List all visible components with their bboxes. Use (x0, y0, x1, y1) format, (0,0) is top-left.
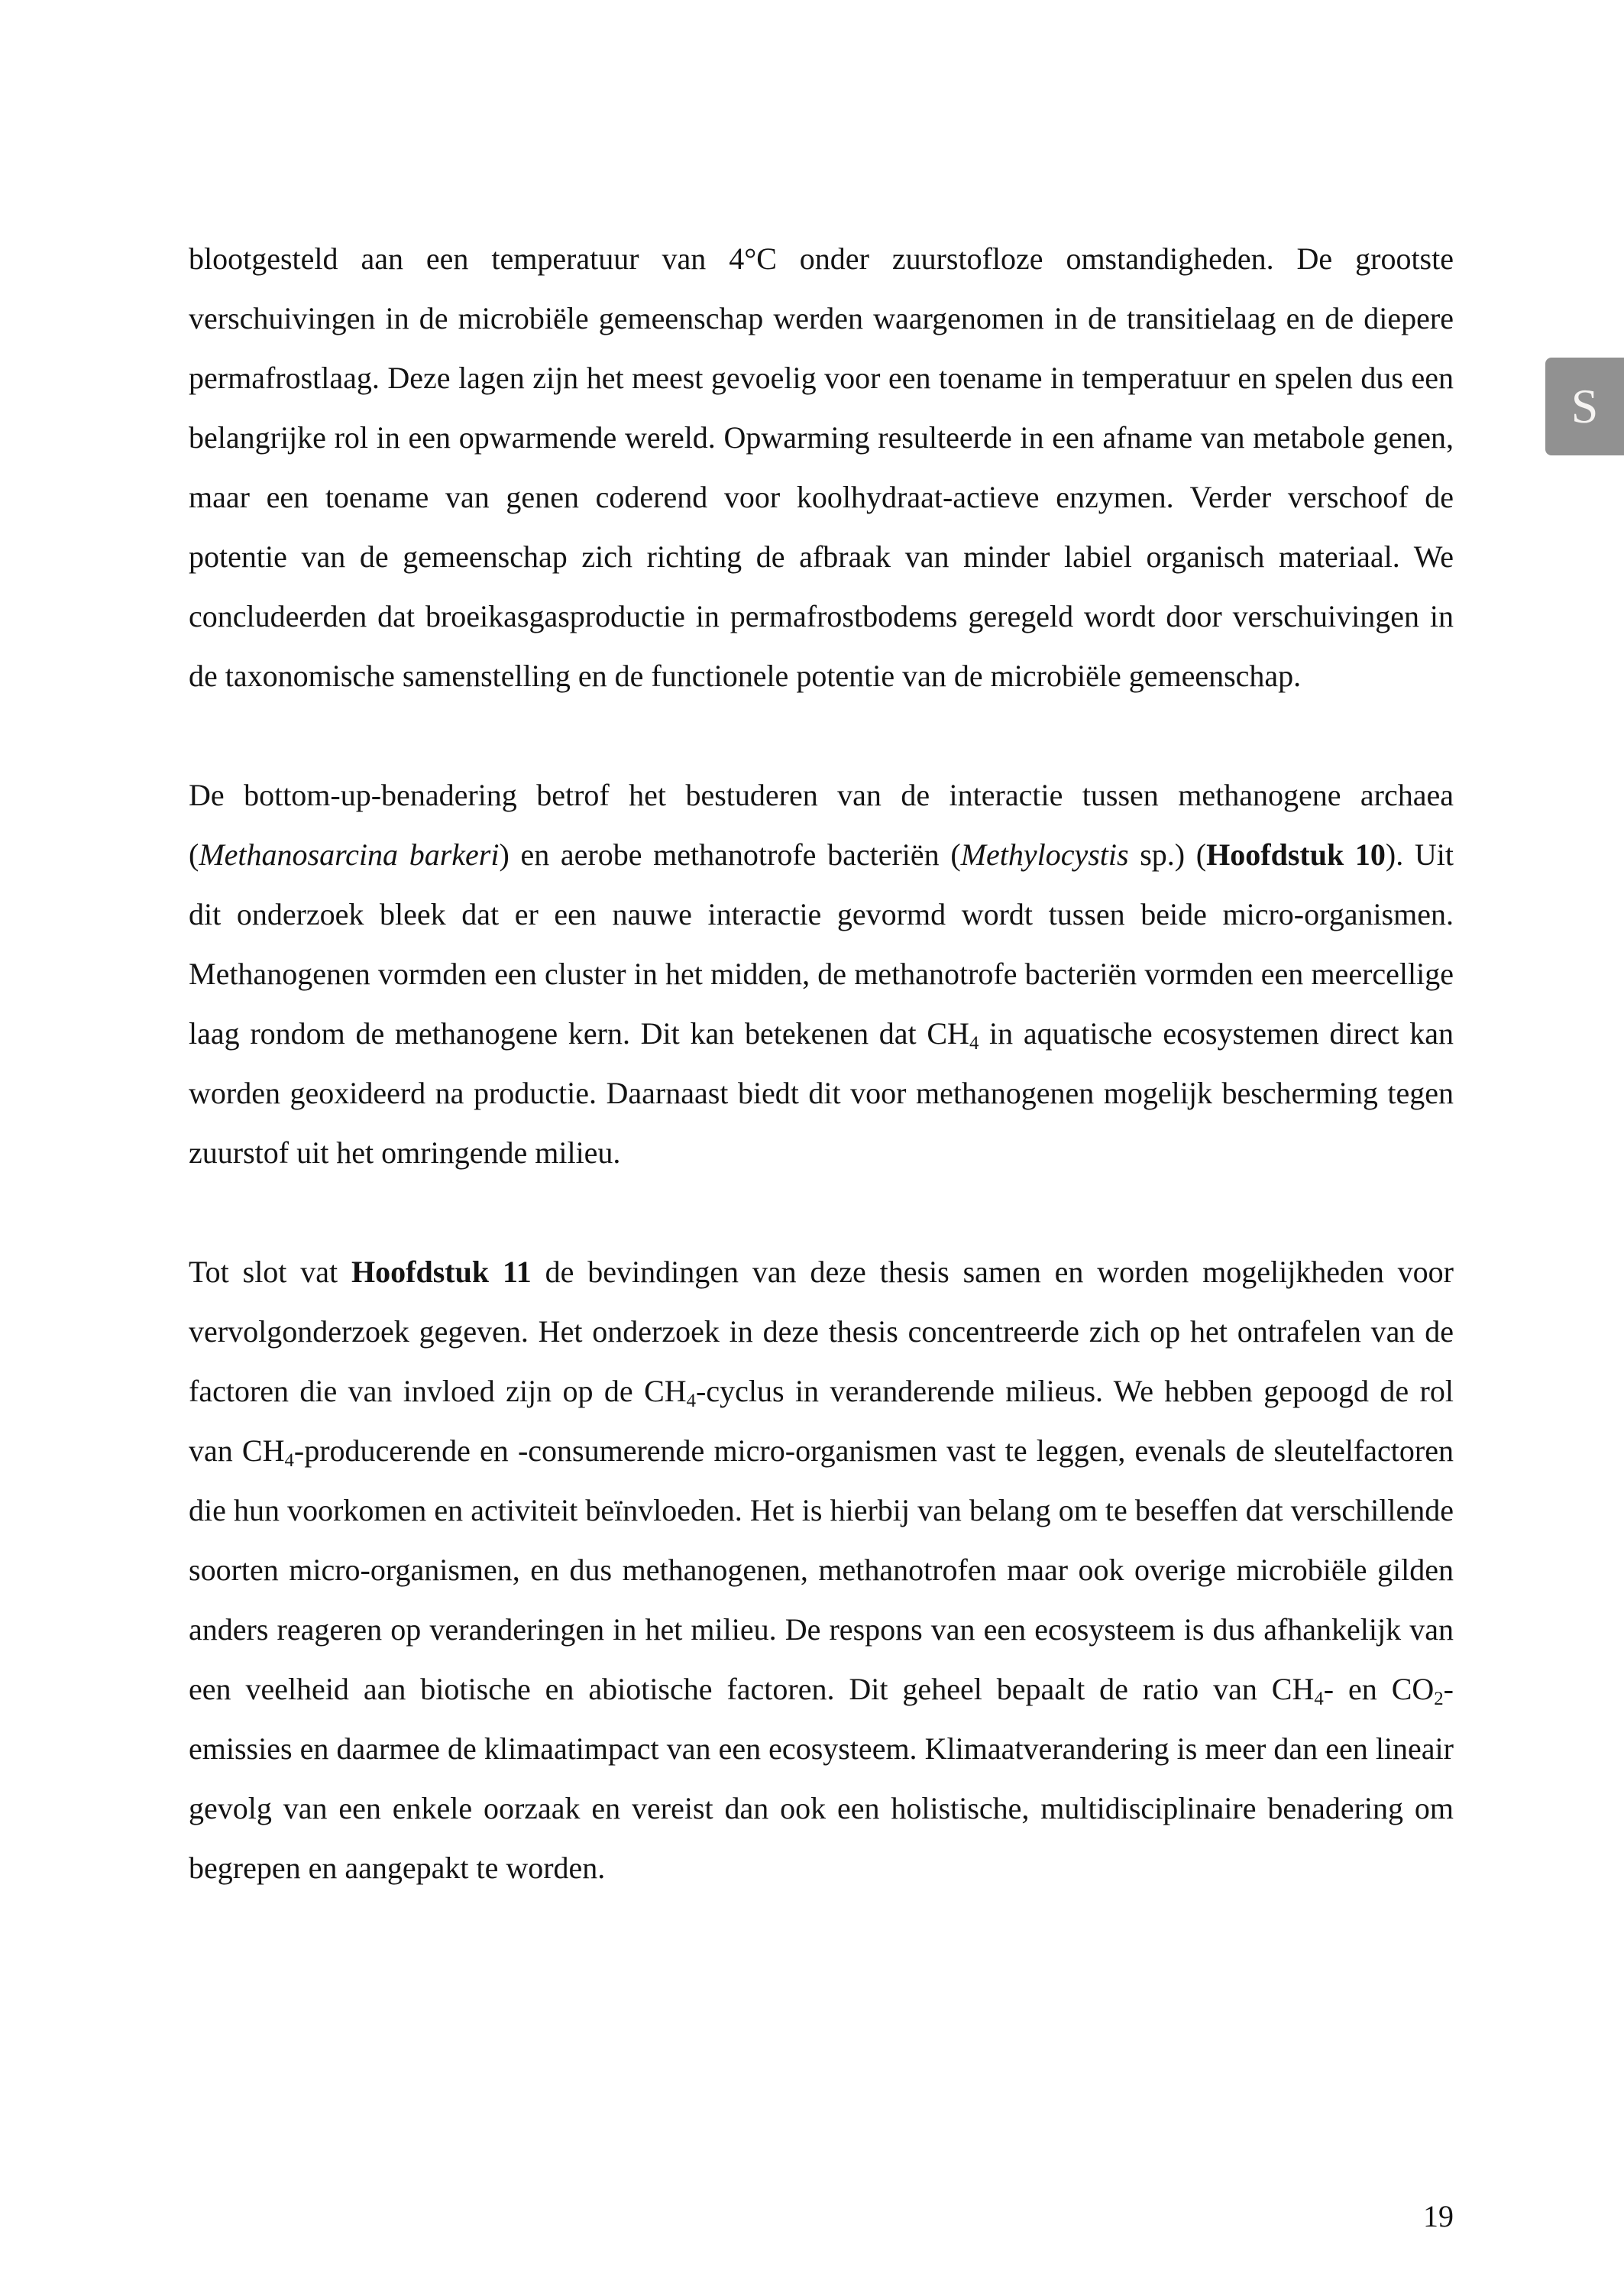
section-tab (1545, 358, 1624, 455)
page-number: 19 (1423, 2199, 1454, 2233)
paragraph: Tot slot vat Hoofdstuk 11 de bevindingen van deze thesis samen en worden mogelijkheden voor vervolgonderzoek gegeven. Het onderzoek in deze thesis concentreerde zich op het ontrafelen van de factoren die van invloed zijn op de $CH_4$-cyclus in veranderende milieus. We hebben gepoogd de rol van $CH_4$-producerende en -consumerende micro-organismen vast te leggen, evenals de sleutelfactoren die hun voorkomen en activiteit beïnvloeden. Het is hierbij van belang om te beseffen dat verschillende soorten micro-organismen, en dus methanogenen, methanotrofen maar ook overige microbiële gilden anders reageren op veranderingen in het milieu. De respons van een ecosysteem is dus afhankelijk van een veelheid aan biotische en abiotische factoren. Dit geheel bepaalt de ratio van $CH_4-$ en $CO_2$-emissies en daarmee de klimaatimpact van een ecosysteem. Klimaatverandering is meer dan een lineair gevolg van een enkele oorzaak en vereist dan ook een holistische, multidisciplinaire benadering om begrepen en aangepakt te worden. (189, 1255, 1454, 1885)
section-tab-label: S (1571, 379, 1599, 433)
paragraph: blootgesteld aan een temperatuur van 4°C onder zuurstofloze omstandigheden. De grootste verschuivingen in de microbiële gemeenschap werden waargenomen in de transitielaag en de diepere permafrostlaag. Deze lagen zijn het meest gevoelig voor een toename in temperatuur en spelen dus een belangrijke rol in een opwarmende wereld. Opwarming resulteerde in een afname van metabole genen, maar een toename van genen coderend voor koolhydraat-actieve enzymen. Verder verschoof de potentie van de gemeenschap zich richting de afbraak van minder labiel organisch materiaal. We concludeerden dat broeikasgasproductie in permafrostbodems geregeld wordt door verschuivingen in de taxonomische samenstelling en de functionele potentie van de microbiële gemeenschap. (189, 241, 1454, 693)
body-text (189, 229, 1454, 1898)
paragraph: De bottom-up-benadering betrof het bestuderen van de interactie tussen methanogene archaea (Methanosarcina barkeri) en aerobe methanotrofe bacteriën (Methylocystis sp.) (Hoofdstuk 10). Uit dit onderzoek bleek dat er een nauwe interactie gevormd wordt tussen beide micro-organismen. Methanogenen vormden een cluster in het midden, de methanotrofe bacteriën vormden een meercellige laag rondom de methanogene kern. Dit kan betekenen dat $CH_4$ in aquatische ecosystemen direct kan worden geoxideerd na productie. Daarnaast biedt dit voor methanogenen mogelijk bescherming tegen zuurstof uit het omringende milieu. (189, 778, 1454, 1170)
